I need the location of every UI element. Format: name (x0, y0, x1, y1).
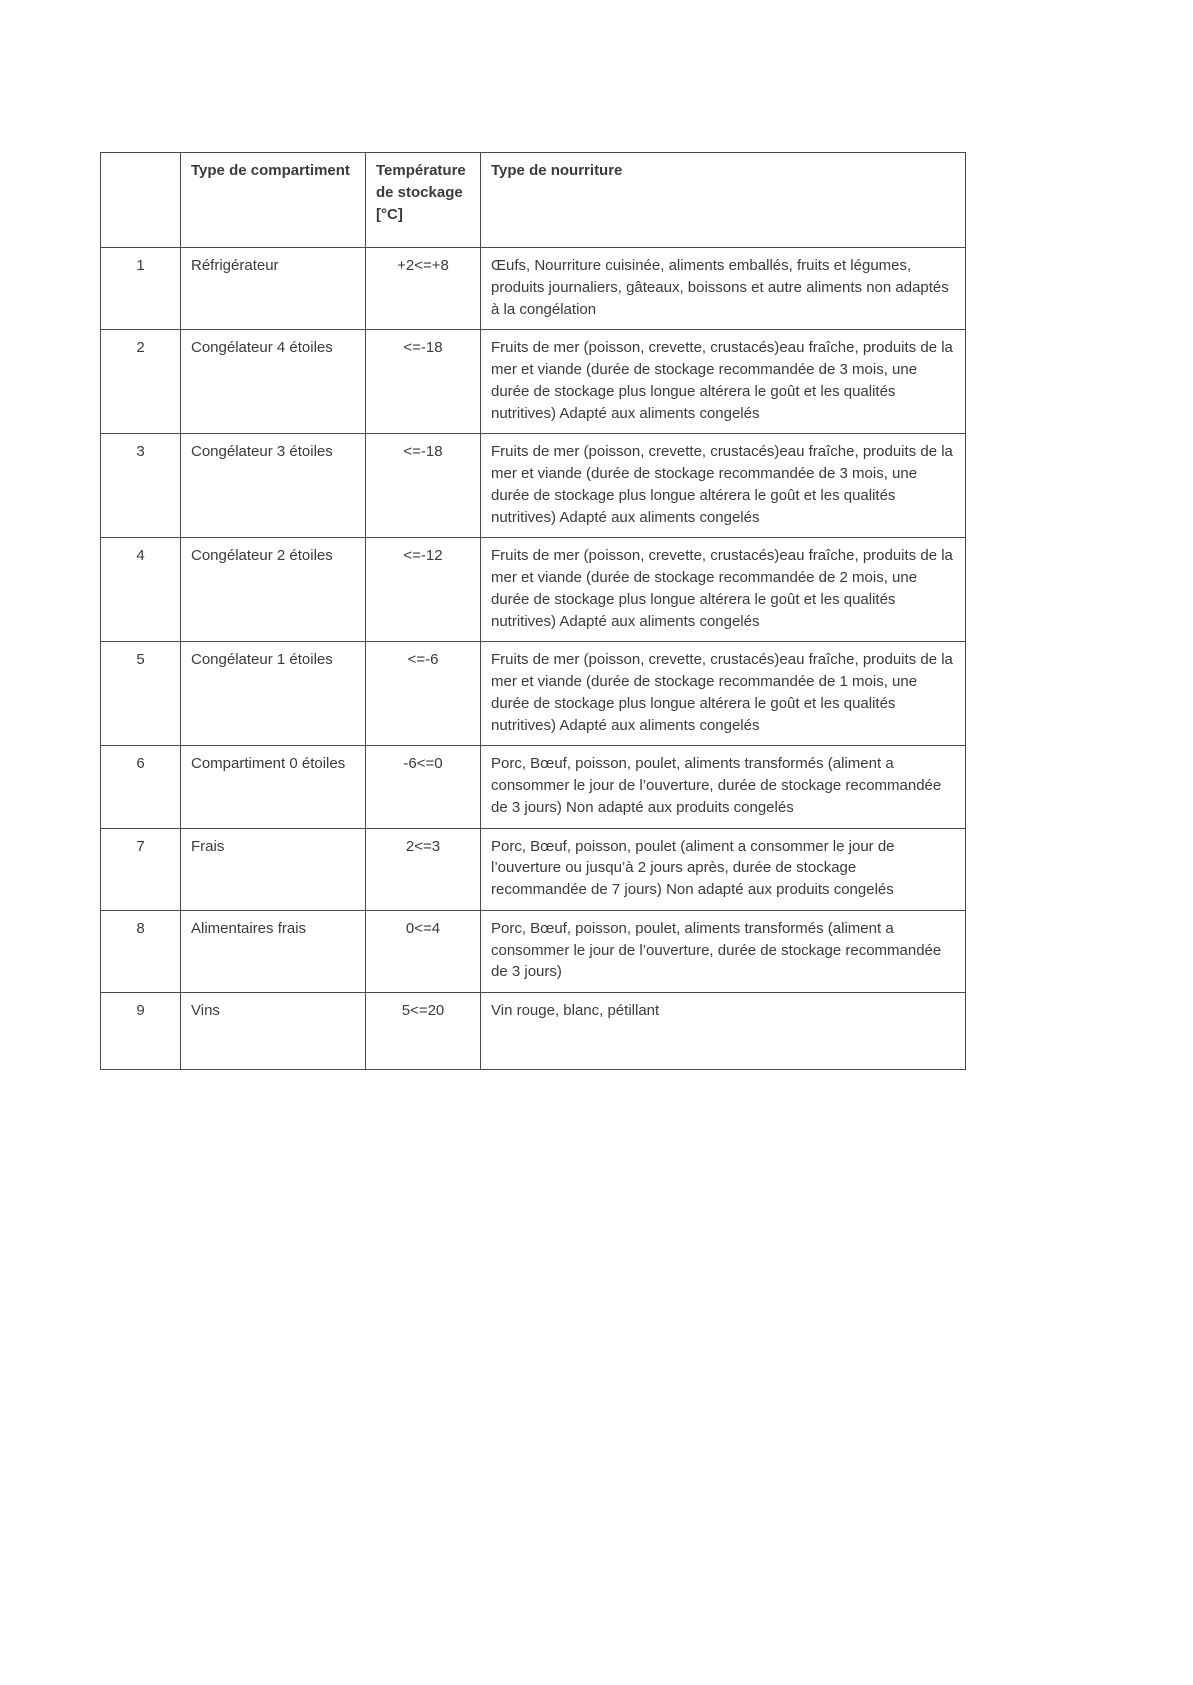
row-number-cell: 8 (101, 910, 181, 992)
compartment-type-cell: Réfrigérateur (181, 248, 366, 330)
compartment-type-cell: Vins (181, 993, 366, 1070)
food-type-cell: Fruits de mer (poisson, crevette, crustacés)eau fraîche, produits de la mer et viande (durée de stockage recommandée de 3 mois, une durée de stockage plus longue altérera le goût et les qualités nutritives) Adapté aux aliments congelés (481, 434, 966, 538)
food-type-cell: Fruits de mer (poisson, crevette, crustacés)eau fraîche, produits de la mer et viande (durée de stockage recommandée de 2 mois, une durée de stockage plus longue altérera le goût et les qualités nutritives) Adapté aux aliments congelés (481, 538, 966, 642)
row-number-cell: 7 (101, 828, 181, 910)
row-number-cell: 2 (101, 330, 181, 434)
table-header-row (101, 153, 966, 248)
temperature-cell: 0<=4 (366, 910, 481, 992)
table-row (101, 993, 966, 1070)
table-row (101, 910, 966, 992)
header-empty (101, 153, 181, 248)
compartment-type-cell: Frais (181, 828, 366, 910)
table-row (101, 828, 966, 910)
table-row (101, 434, 966, 538)
compartment-type-cell: Congélateur 4 étoiles (181, 330, 366, 434)
row-number-cell: 1 (101, 248, 181, 330)
table-row (101, 330, 966, 434)
table-row (101, 248, 966, 330)
temperature-cell: -6<=0 (366, 746, 481, 828)
temperature-cell: <=-6 (366, 642, 481, 746)
compartment-type-cell: Compartiment 0 étoiles (181, 746, 366, 828)
temperature-cell: 5<=20 (366, 993, 481, 1070)
row-number-cell: 5 (101, 642, 181, 746)
header-compartment-type: Type de compartiment (181, 153, 366, 248)
compartment-type-cell: Congélateur 3 étoiles (181, 434, 366, 538)
food-type-cell: Fruits de mer (poisson, crevette, crustacés)eau fraîche, produits de la mer et viande (durée de stockage recommandée de 3 mois, une durée de stockage plus longue altérera le goût et les qualités nutritives) Adapté aux aliments congelés (481, 330, 966, 434)
food-type-cell: Fruits de mer (poisson, crevette, crustacés)eau fraîche, produits de la mer et viande (durée de stockage recommandée de 1 mois, une durée de stockage plus longue altérera le goût et les qualités nutritives) Adapté aux aliments congelés (481, 642, 966, 746)
table-row (101, 538, 966, 642)
temperature-cell: +2<=+8 (366, 248, 481, 330)
food-type-cell: Porc, Bœuf, poisson, poulet, aliments transformés (aliment a consommer le jour de l’ouverture, durée de stockage recommandée de 3 jours) Non adapté aux produits congelés (481, 746, 966, 828)
food-type-cell: Œufs, Nourriture cuisinée, aliments emballés, fruits et légumes, produits journaliers, gâteaux, boissons et autre aliments non adaptés à la congélation (481, 248, 966, 330)
temperature-cell: 2<=3 (366, 828, 481, 910)
header-storage-temperature: Température de stockage [°C] (366, 153, 481, 248)
temperature-cell: <=-18 (366, 330, 481, 434)
table-row (101, 746, 966, 828)
row-number-cell: 9 (101, 993, 181, 1070)
header-food-type: Type de nourriture (481, 153, 966, 248)
table-row (101, 642, 966, 746)
temperature-cell: <=-18 (366, 434, 481, 538)
compartment-type-cell: Congélateur 1 étoiles (181, 642, 366, 746)
temperature-cell: <=-12 (366, 538, 481, 642)
food-type-cell: Vin rouge, blanc, pétillant (481, 993, 966, 1070)
food-type-cell: Porc, Bœuf, poisson, poulet, aliments transformés (aliment a consommer le jour de l’ouverture, durée de stockage recommandée de 3 jours) (481, 910, 966, 992)
compartment-table (100, 152, 966, 1070)
row-number-cell: 6 (101, 746, 181, 828)
compartment-type-cell: Congélateur 2 étoiles (181, 538, 366, 642)
row-number-cell: 4 (101, 538, 181, 642)
row-number-cell: 3 (101, 434, 181, 538)
food-type-cell: Porc, Bœuf, poisson, poulet (aliment a consommer le jour de l’ouverture ou jusqu’à 2 jours après, durée de stockage recommandée de 7 jours) Non adapté aux produits congelés (481, 828, 966, 910)
compartment-type-cell: Alimentaires frais (181, 910, 366, 992)
